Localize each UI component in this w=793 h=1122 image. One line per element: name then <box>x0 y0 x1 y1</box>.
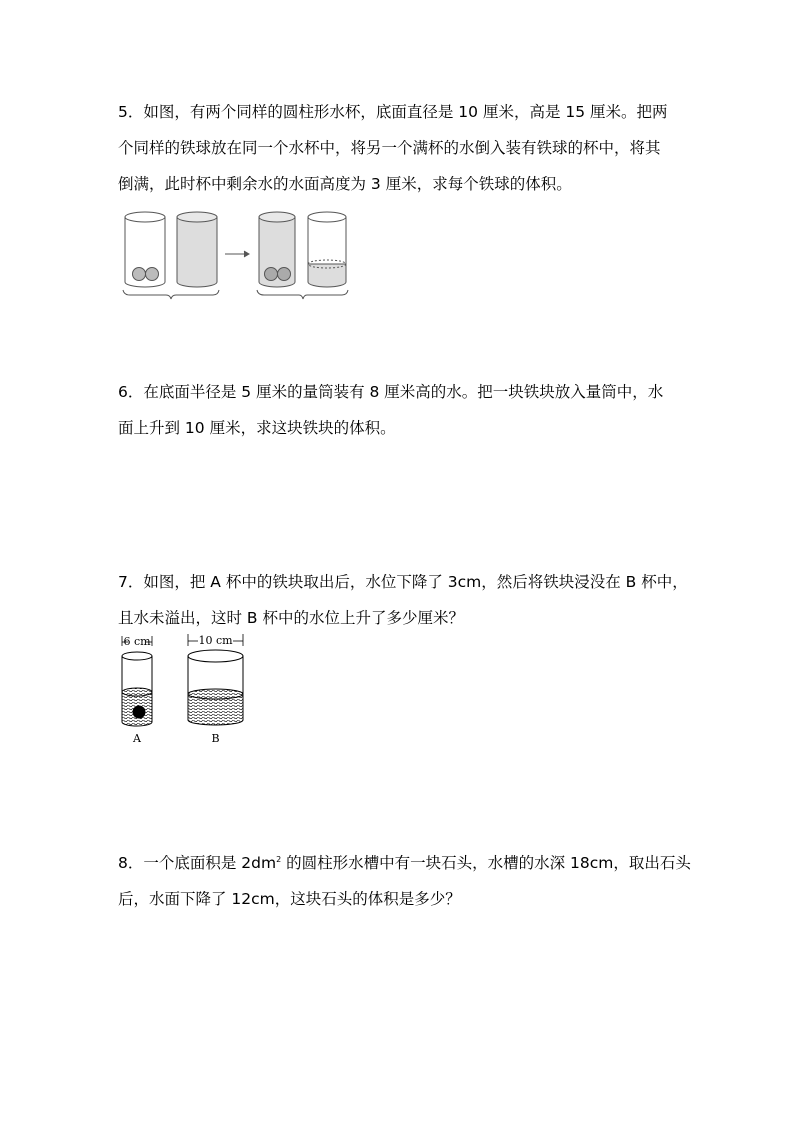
question-5-line-2: 个同样的铁球放在同一个水杯中，将另一个满杯的水倒入装有铁球的杯中，将其 <box>118 139 661 157</box>
question-5-line-1: 5．如图，有两个同样的圆柱形水杯，底面直径是 10 厘米，高是 15 厘米。把两 <box>118 103 668 121</box>
question-7 <box>118 564 688 636</box>
cups-and-iron-balls-figure <box>118 202 368 302</box>
question-5-line-3: 倒满，此时杯中剩余水的水面高度为 3 厘米，求每个铁球的体积。 <box>118 175 572 193</box>
question-8-line-2: 后，水面下降了 12cm，这块石头的体积是多少？ <box>118 890 461 909</box>
question-7-line-1: 7．如图，把 A 杯中的铁块取出后，水位下降了 3cm，然后将铁块浸没在 B 杯中， <box>118 573 688 591</box>
question-8-line-1 <box>118 842 691 881</box>
question-6 <box>118 374 678 446</box>
question-8-line-1-end: 的圆柱形水槽中有一块石头，水槽的水深 18cm，取出石头 <box>281 854 691 873</box>
cup-a-label: A <box>133 732 141 745</box>
iron-block <box>133 706 145 718</box>
cup-b-width-label: 10 cm <box>198 634 233 647</box>
question-8-line-1-start: 8．一个底面积是 2dm <box>118 854 277 873</box>
cup-with-remaining-water <box>308 212 346 287</box>
question-7-line-2: 且水未溢出，这时 B 杯中的水位上升了多少厘米？ <box>118 609 464 627</box>
question-8 <box>118 842 691 917</box>
cup-with-balls <box>125 212 165 287</box>
square-superscript: 2 <box>276 855 282 864</box>
cup-a <box>122 636 152 726</box>
cup-b-label: B <box>211 732 220 745</box>
cup-a-width-label: 6 cm <box>123 635 151 648</box>
question-6-line-2: 面上升到 10 厘米，求这块铁块的体积。 <box>118 419 396 437</box>
question-6-line-1: 6．在底面半径是 5 厘米的量筒装有 8 厘米高的水。把一块铁块放入量筒中，水 <box>118 383 664 401</box>
cup-full-of-water <box>177 212 217 287</box>
question-5 <box>118 94 678 202</box>
cup-b <box>188 634 243 725</box>
cups-a-b-figure <box>112 632 252 748</box>
cup-full-with-balls <box>259 212 295 287</box>
